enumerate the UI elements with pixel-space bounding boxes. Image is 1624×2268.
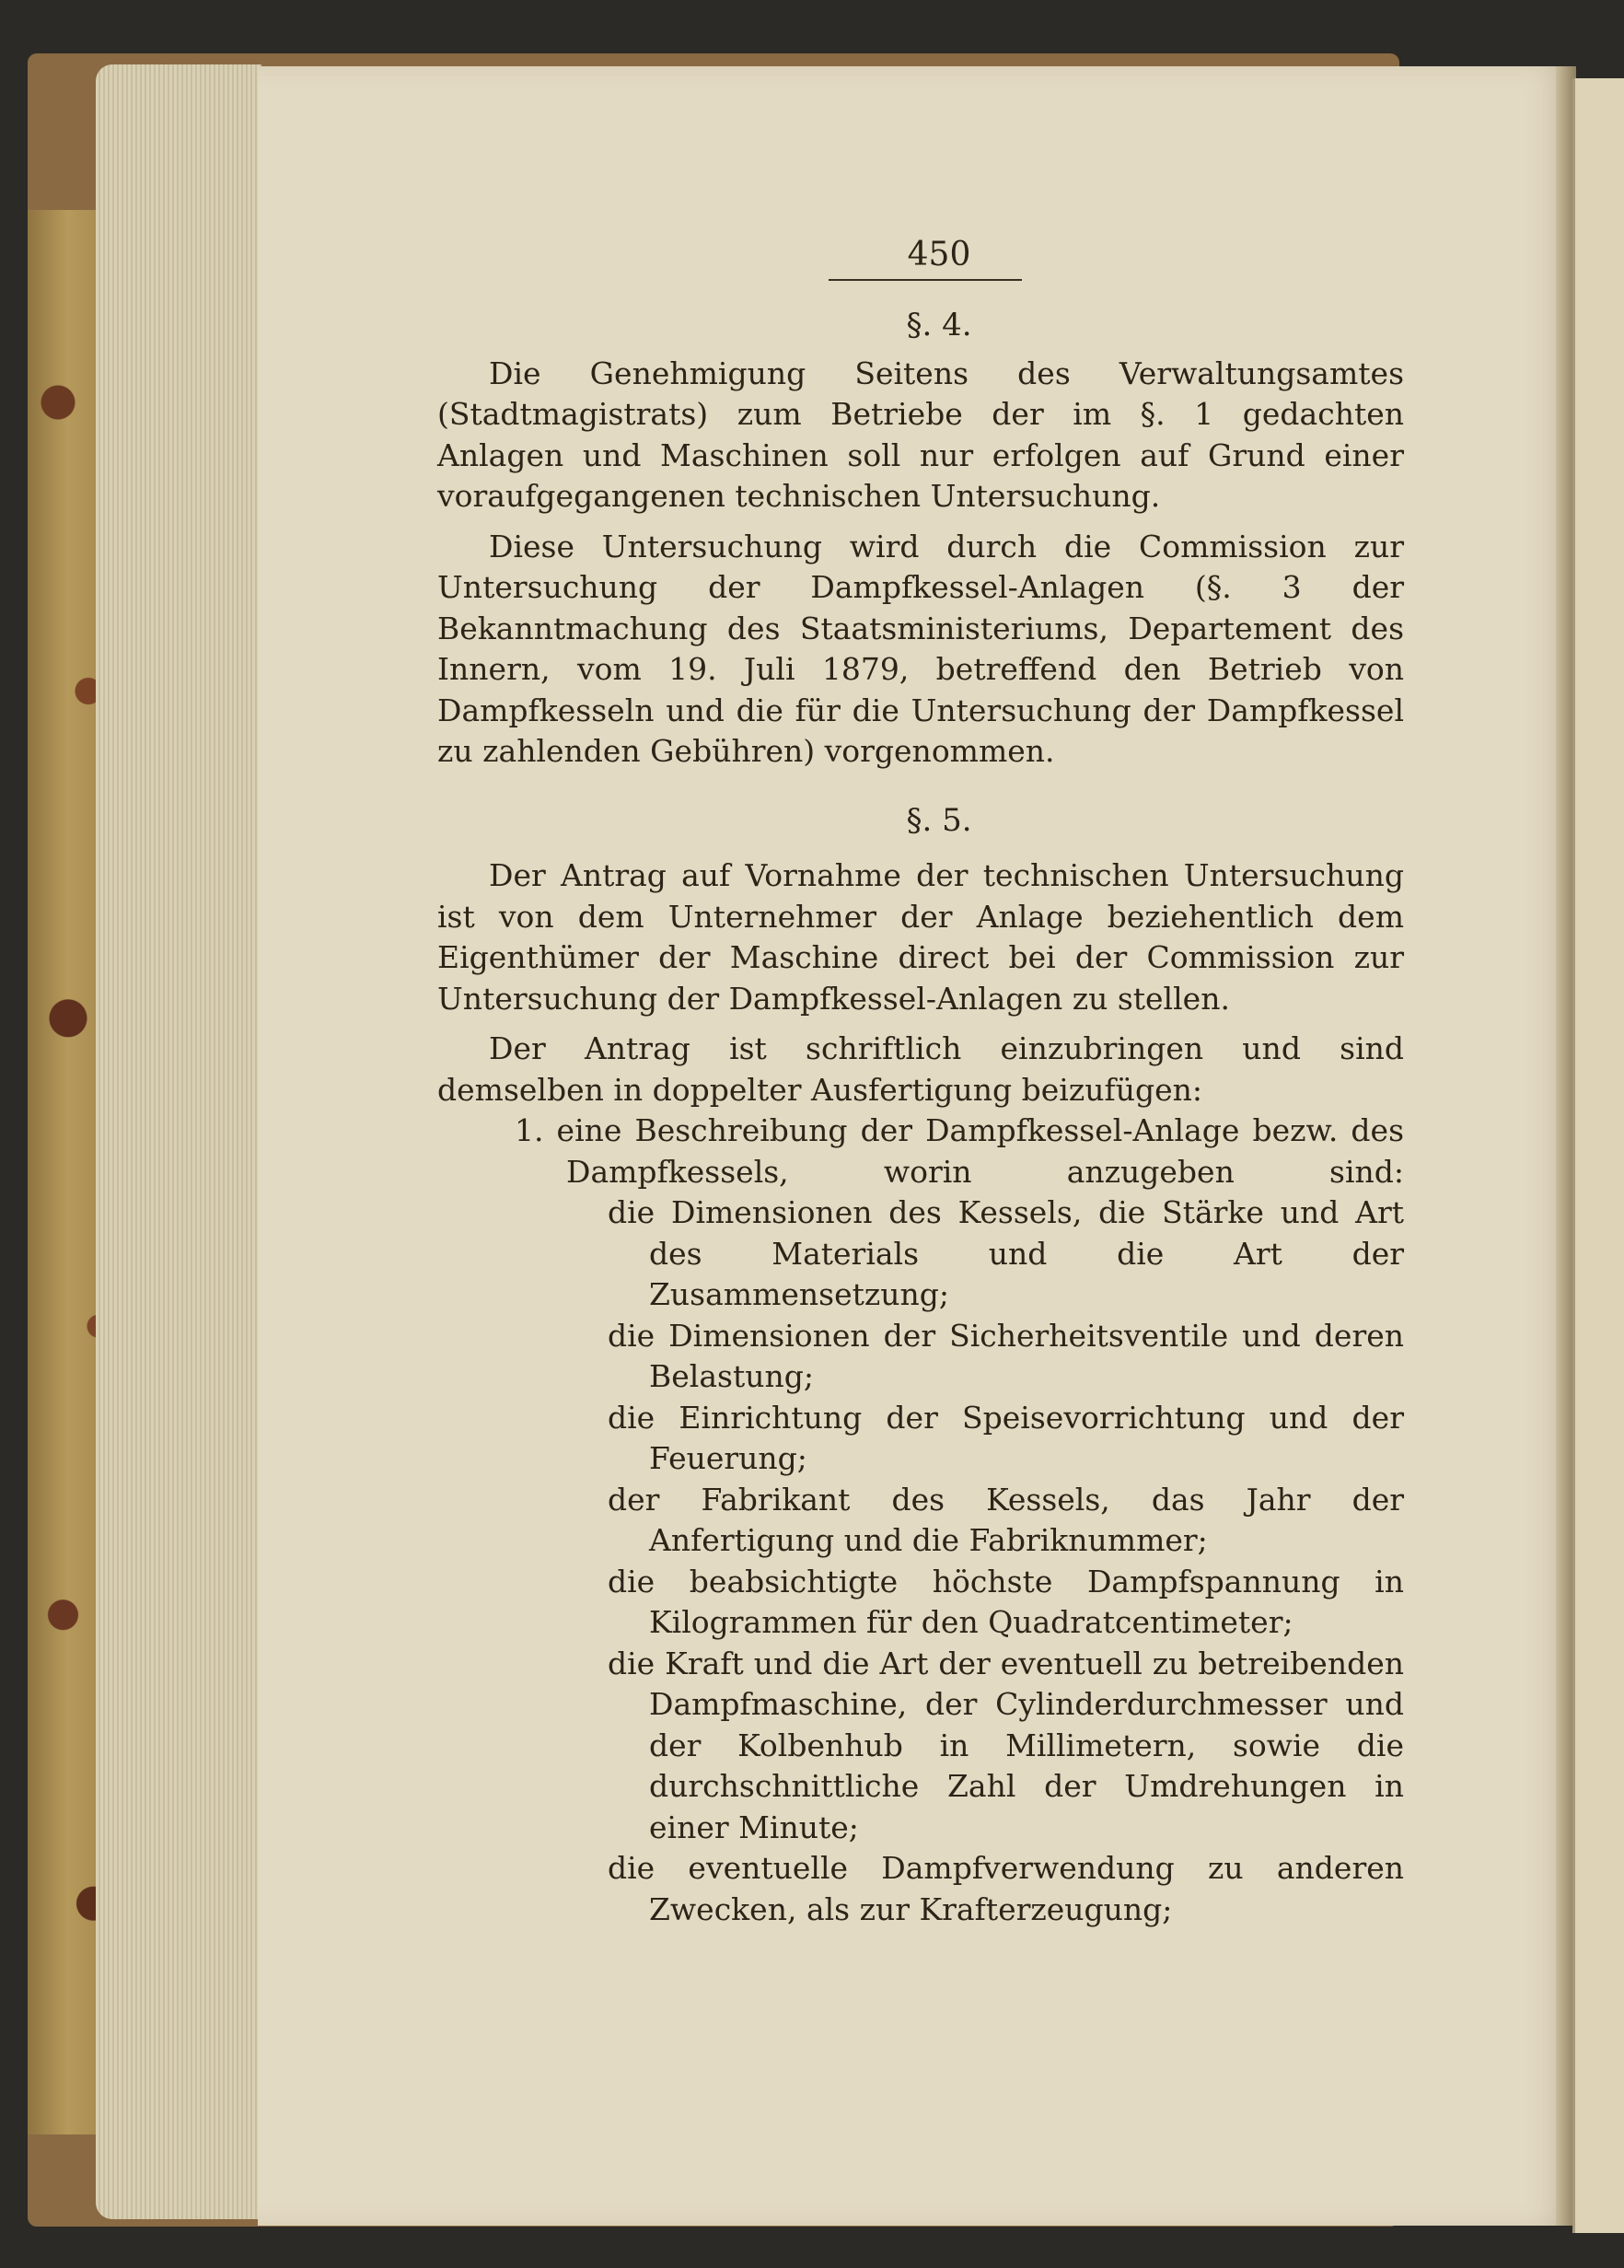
section-5-paragraph-1: Der Antrag auf Vornahme der technischen Untersuchung ist von dem Unternehmer der Anlage beziehentlich dem Eigenthümer der Maschine direct bei der Commission zur Untersuchung der Dampfkessel-Anlagen zu stellen. <box>437 857 1404 1017</box>
list-item: die Kraft und die Art der eventuell zu betreibenden Dampfmaschine, der Cylinderdurchmesser und der Kolbenhub in Millimetern, sowie die durchschnittliche Zahl der Umdrehungen in einer Minute; <box>608 1645 1404 1845</box>
section-4-paragraph-2: Diese Untersuchung wird durch die Commission zur Untersuchung der Dampfkessel-Anlagen (§. 3 der Bekanntmachung des Staatsministeriums, Departement des Innern, vom 19. Juli 1879, betreffend den Betrieb von Dampfkesseln und die für die Untersuchung der Dampfkessel zu zahlenden Gebühren) vorgenommen. <box>437 528 1404 769</box>
section-4-heading: §. 4. <box>906 307 972 343</box>
page-text <box>437 235 1404 1930</box>
list-item: die Dimensionen der Sicherheitsventile und deren Belastung; <box>608 1317 1404 1394</box>
list-item: die Einrichtung der Speisevorrichtung und der Feuerung; <box>608 1399 1404 1476</box>
facing-page <box>1572 78 1624 2233</box>
list-item: die Dimensionen des Kessels, die Stärke und Art des Materials und die Art der Zusammensetzung; <box>608 1194 1404 1312</box>
page-number: 450 <box>907 236 971 273</box>
section-5-heading: §. 5. <box>906 801 972 839</box>
section-4-paragraph-1: Die Genehmigung Seitens des Verwaltungsamtes (Stadtmagistrats) zum Betriebe der im §. 1 gedachten Anlagen und Maschinen soll nur erfolgen auf Grund einer voraufgegangenen technischen Untersuchung. <box>437 355 1404 514</box>
list-item-1-intro: 1. eine Beschreibung der Dampfkessel-Anlage bezw. des Dampfkessels, worin anzugeben sind: <box>515 1112 1404 1190</box>
page-edges <box>96 64 261 2219</box>
section-5-paragraph-2: Der Antrag ist schriftlich einzubringen und sind demselben in doppelter Ausfertigung beizufügen: <box>437 1030 1404 1108</box>
list-item: die beabsichtigte höchste Dampfspannung in Kilogrammen für den Quadratcentimeter; <box>608 1563 1404 1640</box>
list-item: die eventuelle Dampfverwendung zu anderen Zwecken, als zur Krafterzeugung; <box>608 1850 1404 1927</box>
list-item: der Fabrikant des Kessels, das Jahr der Anfertigung und die Fabriknummer; <box>608 1481 1404 1558</box>
page-number-rule <box>829 279 1022 281</box>
requirement-list <box>437 1192 1404 1930</box>
